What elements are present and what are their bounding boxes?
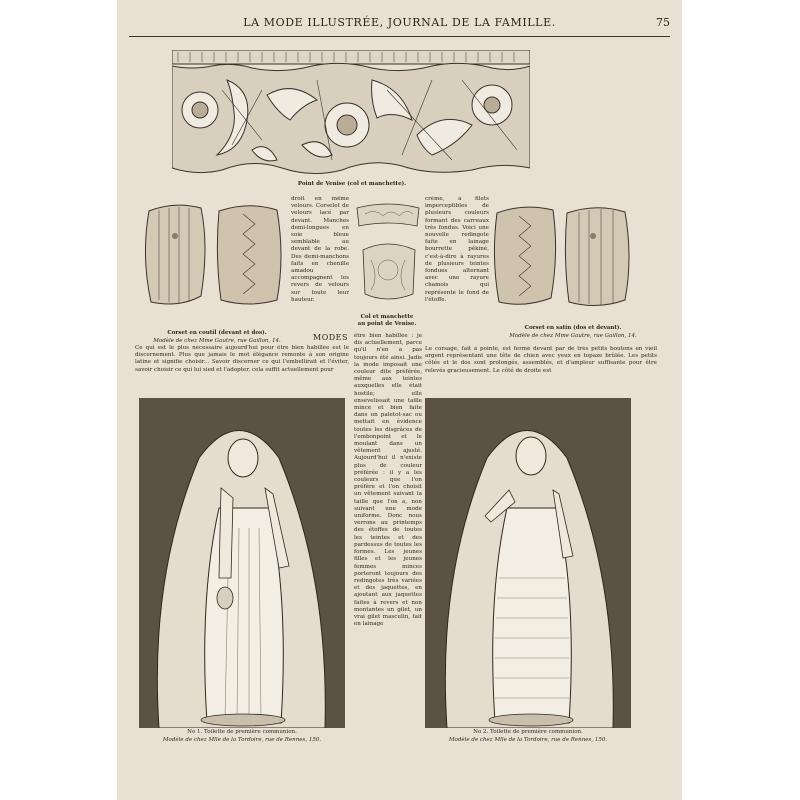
corset-right-credit: Modèle de chez Mme Gautre, rue Gaillon, 14. (509, 333, 637, 339)
figure-right-credit: Modèle de chez Mlle de la Tordoire, rue de Rennes, 150. (448, 737, 608, 743)
text-column-b: crème, à filets imperceptibles de plusieurs couleurs formant des carreaux très fondus. Voici une nouvelle redingote faite en lainage bourrette pékiné, c'est-à-dire à rayures de plusieurs teintes fondues alternant avec une rayure chamois qui représente le fond de l'étoffe. (425, 196, 489, 303)
figure-right-illustration (425, 398, 631, 728)
figure-left-credit: Modèle de chez Mlle de la Tordoire, rue de Rennes, 150. (162, 737, 322, 743)
corset-right-caption: Corset en satin (dos et devant). (524, 325, 622, 331)
lace-band-illustration (172, 50, 530, 175)
center-text-column: être bien habillée : je dis actuellement, parce qu'il n'en a pas toujours été ainsi. Jadis la mode imposait une couleur dite préférée, même aux teintes auxquelles elle était hostile; elle ensevelissait une taille mince et bien faite dans un paletot-sac ou mettait en évidence toutes les disgrâces de l'embonpoint et le moulant dans un vêtement ajusté. Aujourd'hui il n'existe plus de couleur préférée : il y a les couleurs que l'on préfère et l'on choisit un vêtement suivant la taille que l'on a, non suivant une mode uniforme. Donc nous verrons au printemps des étoffes de toutes les teintes et des pardessus de toutes les formes. Les jeunes filles et les jeunes femmes minces porteront toujours des redingotes très variées et des jaquettes, en ajoutant aux jaquettes faites à revers et non montantes un gilet, un vrai gilet masculin, fait en lainage (354, 333, 422, 628)
lace-band-caption: Point de Venise (col et manchette). (297, 181, 407, 187)
text-column-a: droit en même velours. Corselet de velours lacé par devant. Manches demi-longues en soie bleue semblable au devant de la robe. Des demi-manchons faits en chenille amadou accompagnent les revers de velours sur toute leur hauteur. (291, 196, 349, 303)
figure-left-illustration (139, 398, 345, 728)
corset-right-illustration (489, 198, 639, 324)
collar-caption-line2: au point de Venise. (357, 321, 417, 327)
header-rule (129, 36, 670, 37)
corset-left-credit: Modèle de chez Mme Gautre, rue Gaillon, 14. (153, 338, 281, 344)
page-number: 75 (656, 16, 670, 29)
journal-title: LA MODE ILLUSTRÉE, JOURNAL DE LA FAMILLE. (243, 16, 556, 29)
collar-caption-line1: Col et manchette (360, 314, 414, 320)
figure-left-caption: No 1. Toilette de première communion. (187, 729, 297, 735)
figure-right-caption: No 2. Toilette de première communion. (473, 729, 583, 735)
right-intro-text: Le corsage, fait à pointe, est fermé devant par de très petits boutons en vieil argent représentant une tête de chien avec yeux en topaze brûlée. Les petits côtés et le dos sont prolongés, assemblés, et d'ampleur suffisante pour être relevés gracieusement. Le côté de droite est (425, 346, 657, 374)
modes-intro-text: Ce qui est le plus nécessaire aujourd'hui pour être bien habillée est le discernement. Plus que jamais le mot élégance remonte à son origine latine et signifie choisir... Savoir discerner ce qui l'embellirait et l'éviter, savoir choisir ce qui lui sied et l'adopter, cela suffit actuellement pour (135, 345, 349, 373)
collar-cuff-illustration (355, 198, 421, 310)
corset-left-caption: Corset en coutil (devant et dos). (167, 330, 267, 336)
modes-heading: MODES (313, 333, 348, 342)
page-header (117, 15, 682, 31)
corset-left-illustration (139, 196, 291, 326)
magazine-page (117, 0, 682, 800)
